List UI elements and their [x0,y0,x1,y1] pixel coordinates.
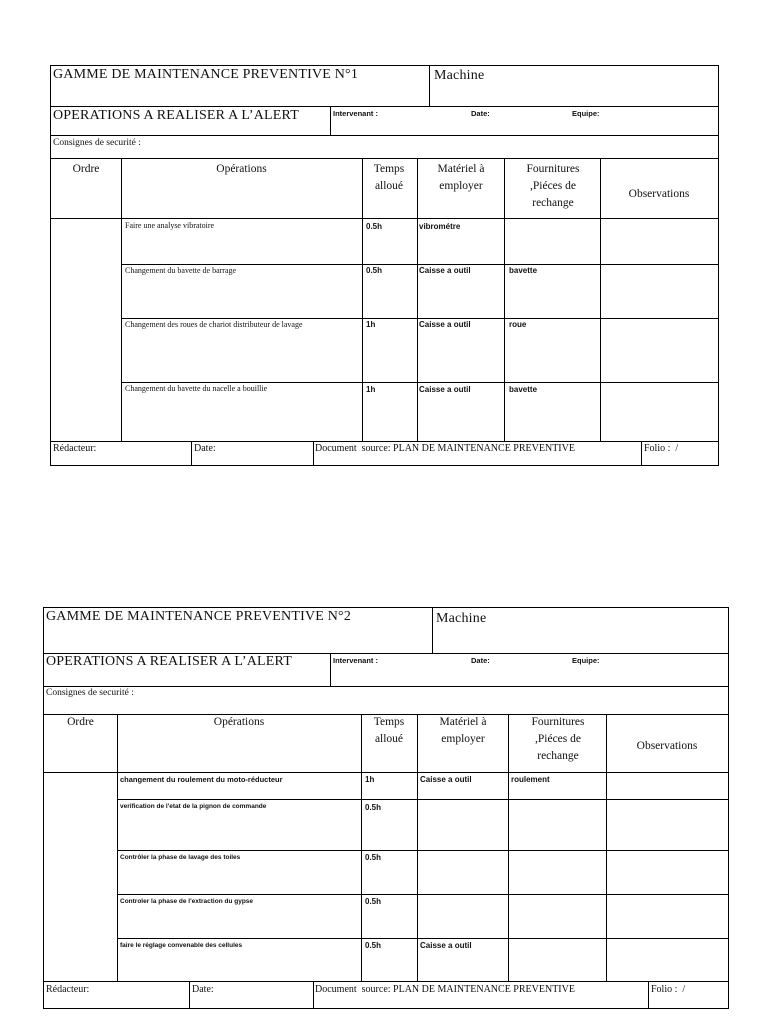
row-temps: 0.5h [366,222,383,231]
header-ordre: Ordre [72,163,100,175]
footer-redacteur: Rédacteur: [53,443,97,454]
consignes-label: Consignes de securité : [53,138,141,148]
header-temps: Temps alloué [373,716,405,745]
row-temps: 0.5h [365,941,382,950]
form-title: GAMME DE MAINTENANCE PREVENTIVE N°2 [46,609,352,624]
header-observations: Observations [628,188,690,200]
footer-folio: Folio : / [651,984,686,995]
row-materiel: Caisse a outil [419,320,471,329]
date-label: Date: [471,109,490,118]
row-operation: Changement des roues de chariot distributeur de lavage [125,320,303,329]
footer-folio: Folio : / [644,443,679,454]
row-materiel: Caisse a outil [420,941,472,950]
footer-date: Date: [194,443,216,454]
row-operation: Faire une analyse vibratoire [125,221,215,230]
row-fournitures: bavette [509,266,538,275]
row-fournitures: bavette [509,385,538,394]
machine-label: Machine [436,611,487,626]
footer-date: Date: [192,984,214,995]
header-materiel: Matériel à employer [437,163,485,192]
row-operation: verification de l'etat de la pignon de commande [120,803,267,810]
row-temps: 0.5h [365,897,382,906]
row-operation: Changement du bavette de barrage [125,266,237,275]
row-operation: Contrôler la phase de lavage des toiles [120,854,241,861]
row-materiel: Caisse a outil [420,775,472,784]
row-operation: Changement du bavette du nacelle a bouillie [125,384,268,393]
row-temps: 1h [366,385,376,394]
consignes-label: Consignes de securité : [46,688,134,698]
row-temps: 1h [365,775,375,784]
row-materiel: Caisse a outil [419,385,471,394]
header-temps: Temps alloué [373,163,405,192]
equipe-label: Equipe: [572,656,600,665]
row-operation: changement du roulement du moto-réducteur [120,775,283,784]
date-label: Date: [471,656,490,665]
row-materiel: vibrométre [419,222,461,231]
row-temps: 0.5h [365,803,382,812]
row-temps: 0.5h [366,266,383,275]
row-materiel: Caisse a outil [419,266,471,275]
header-operations: Opérations [213,716,265,728]
equipe-label: Equipe: [572,109,600,118]
header-ordre: Ordre [67,716,94,728]
header-fournitures: Fournitures ,Piéces de rechange [531,716,585,762]
row-operation: Controler la phase de l'extraction du gypse [120,898,254,905]
maintenance-form-2 [43,607,729,1009]
maintenance-form-1 [50,65,719,466]
form-title: GAMME DE MAINTENANCE PREVENTIVE N°1 [53,67,359,82]
operations-title: OPERATIONS A REALISER A L’ALERT [46,654,292,669]
row-fournitures: roulement [511,775,550,784]
intervenant-label: Intervenant : [333,656,379,665]
operations-title: OPERATIONS A REALISER A L’ALERT [53,108,299,123]
row-fournitures: roue [509,320,527,329]
row-temps: 1h [366,320,376,329]
row-temps: 0.5h [365,853,382,862]
footer-document-source: Document source: PLAN DE MAINTENANCE PREVENTIVE [315,443,575,454]
header-materiel: Matériel à employer [439,716,487,745]
machine-label: Machine [434,68,485,83]
header-operations: Opérations [216,163,267,175]
intervenant-label: Intervenant : [333,109,379,118]
row-operation: faire le réglage convenable des cellules [120,942,243,949]
footer-document-source: Document source: PLAN DE MAINTENANCE PREVENTIVE [315,984,575,995]
header-fournitures: Fournitures ,Piéces de rechange [526,163,580,209]
header-observations: Observations [636,740,698,752]
footer-redacteur: Rédacteur: [46,984,90,995]
